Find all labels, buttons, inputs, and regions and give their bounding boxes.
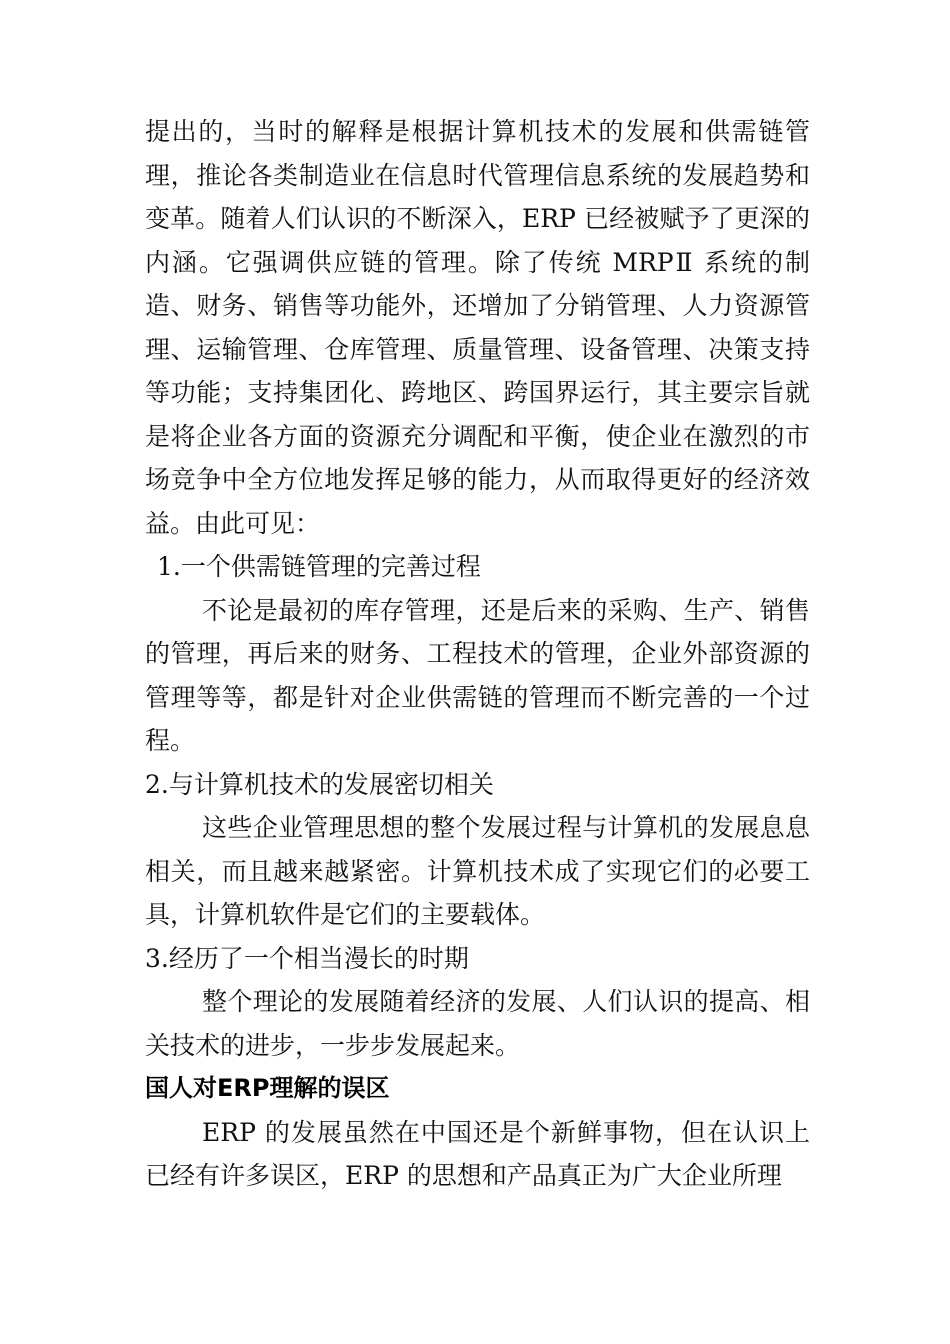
list-item-1: 1.一个供需链管理的完善过程 [157,552,481,581]
document-body [145,110,810,1198]
paragraph-intro: 提出的，当时的解释是根据计算机技术的发展和供需链管理，推论各类制造业在信息时代管理信息系统的发展趋势和变革。随着人们认识的不断深入，ERP 已经被赋予了更深的内涵。它强调供应链的管理。除了传统 MRPⅡ 系统的制造、财务、销售等功能外，还增加了分销管理、人力资源管理、运输管理、仓库管理、质量管理、设备管理、决策支持等功能；支持集团化、跨地区、跨国界运行，其主要宗旨就是将企业各方面的资源充分调配和平衡，使企业在激烈的市场竞争中全方位地发挥足够的能力，从而取得更好的经济效益。由此可见： [145,117,810,538]
list-item-3: 3.经历了一个相当漫长的时期 [145,943,469,973]
paragraph-computer-tech: 这些企业管理思想的整个发展过程与计算机的发展息息相关，而且越来越紧密。计算机技术成了实现它们的必要工具，计算机软件是它们的主要载体。 [145,813,810,929]
list-item-2: 2.与计算机技术的发展密切相关 [145,769,494,799]
paragraph-long-period: 整个理论的发展随着经济的发展、人们认识的提高、相关技术的进步，一步步发展起来。 [145,987,810,1060]
section-heading: 国人对ERP理解的误区 [145,1074,390,1102]
paragraph-misconceptions: ERP 的发展虽然在中国还是个新鲜事物，但在认识上已经有许多误区，ERP 的思想和产品真正为广大企业所理 [145,1117,810,1190]
paragraph-supply-chain: 不论是最初的库存管理，还是后来的采购、生产、销售的管理，再后来的财务、工程技术的管理，企业外部资源的管理等等，都是针对企业供需链的管理而不断完善的一个过程。 [145,595,810,755]
